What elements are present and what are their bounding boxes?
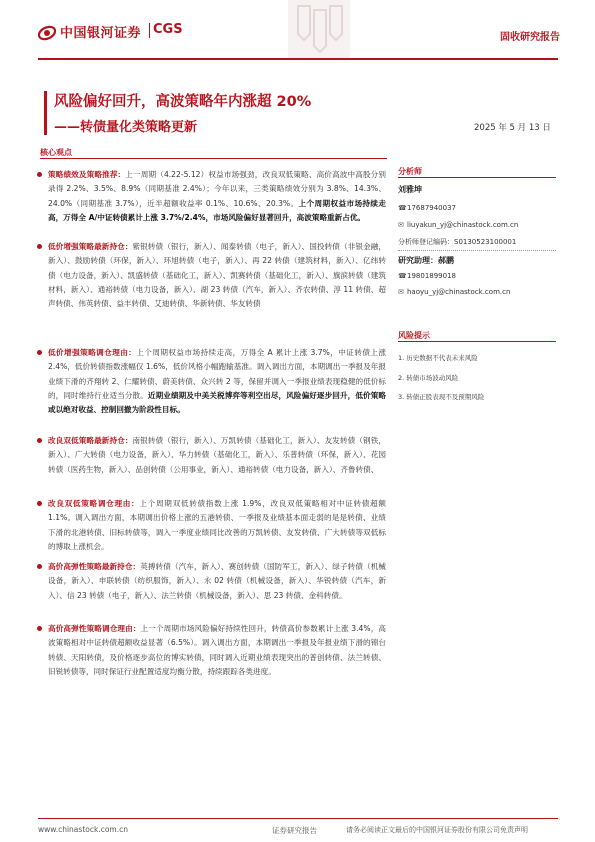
assistant-email[interactable]: ✉ haoyu_yj@chinastock.com.cn xyxy=(398,288,511,296)
risk-item: 3. 转债正股表现不及预期风险 xyxy=(398,393,485,401)
bullet-dot-icon xyxy=(37,564,42,569)
core-item-performance: 策略绩效及策略推荐：上一周期（4.22-5.12）权益市场强劲，改良双低策略、高价高波中高股分别录得 2.2%、3.5%、8.9%（同期基准 2.4%）；今年以来，三类策略绩效分别为 3.8%、14.3%、24.0%（同期基准 3.7%），近半超额收益率 0.1%、10.6%、20.3%。上个周期权益市场持续走高，万得全 A/中证转债累计上涨 3.7%/2.4%，市场风险偏好显著回升，高波策略重新占优。 xyxy=(48,168,386,225)
analyst-heading: 分析师 xyxy=(398,167,422,176)
report-subtitle: ——转债量化类策略更新 xyxy=(54,120,198,135)
report-title: 风险偏好回升，高波策略年内涨超 20% xyxy=(54,94,312,110)
title-accent-bar xyxy=(44,91,47,135)
report-date: 2025 年 5 月 13 日 xyxy=(474,123,551,133)
risk-item: 2. 转债市场波动风险 xyxy=(398,374,459,382)
analyst-email[interactable]: ✉ liuyakun_yj@chinastock.com.cn xyxy=(398,221,519,229)
core-item-double-low-holdings: 改良双低策略最新持仓：南银转债（银行，新入）、万凯转债（基础化工，新入）、友发转债（钢铁，新入）、广大转债（电力设备，新入）、华力转债（基础化工，新入）、乐普转债（环保，新入）、花园转债（医药生物，新入）、品创转债（公用事业，新入）、通裕转债（电力设备，新入）、齐鲁转债、 xyxy=(48,434,386,477)
bullet-dot-icon xyxy=(37,626,42,631)
email-icon: ✉ xyxy=(398,288,404,296)
core-item-high-vol-holdings: 高价高弹性策略最新持仓：英搏转债（汽车，新入）、赛创转债（国防军工，新入）、绿子转债（机械设备，新入）、申联转债（纺织服饰，新入）、永 02 转债（机械设备，新入）、华锐转债（汽车，新入）、信 23 转债（电子，新入）、法兰转债（机械设备，新入）、思 23 转债、金科转债。 xyxy=(48,560,386,603)
page-header xyxy=(0,0,595,70)
core-view-divider xyxy=(40,158,387,159)
analyst-divider xyxy=(398,177,556,178)
footer-divider xyxy=(38,818,558,819)
bullet-dot-icon xyxy=(37,501,42,506)
header-decoration-icon xyxy=(288,0,350,58)
risk-item: 1. 历史数据不代表未来风险 xyxy=(398,354,478,362)
phone-icon: ☎ xyxy=(398,204,407,212)
bullet-dot-icon xyxy=(37,438,42,443)
analyst-cert: 分析师登记编码：S0130523100001 xyxy=(398,238,517,246)
report-type-label: 固收研究报告 xyxy=(500,32,560,43)
header-divider xyxy=(38,58,558,60)
risk-divider xyxy=(398,341,556,342)
bullet-dot-icon xyxy=(37,244,42,249)
galaxy-logo-icon xyxy=(38,24,56,42)
analyst-dotted-divider xyxy=(398,250,556,251)
analyst-phone: ☎17687940037 xyxy=(398,204,456,212)
core-item-low-price-holdings: 低价增强策略最新持仓：紫银转债（银行，新入）、闻泰转债（电子，新入）、国投转债（非银金融，新入）、鼓励转债（环保，新入）、环旭转债（电子，新入）、再 22 转债（建筑材料，新入）、亿纬转债（电力设备，新入）、凯盛转债（基础化工，新入）、凯赛转债（基础化工，新入）、旗滨转债（建筑材料，新入）、通裕转债（电力设备，新入）、湖 23 转债（汽车，新入）、齐农转债、淳 11 转债、超声转债、伟英转债、益丰转债、艾迪转债、华新转债、华友转债 xyxy=(48,240,386,311)
core-item-high-vol-reason: 高价高弹性策略调仓理由：上一个周期市场风险偏好持续性回升，转债高价参数累计上涨 3.4%，高波策略相对中证转债超额收益显著（6.5%）。调入调出方面，本期调出一季报及年报业绩下滑的锦台转债、天阳转债，及价格逐步高位的博实转债，同时调入近期业绩表现突出的普创转债、法兰转债、旧锐转债等，同时保证行业配置适度均衡分散，持续跟踪各类进度。 xyxy=(48,622,386,679)
footer-disclaimer: 请务必阅读正文最后的中国银河证券股份有限公司免责声明 xyxy=(346,826,528,834)
brand-name-cn: 中国银河证券 xyxy=(60,26,142,41)
analyst-name: 刘雅坤 xyxy=(398,185,422,194)
core-item-low-price-reason: 低价增强策略调仓理由：上个周期权益市场持续走高，万得全 A 累计上涨 3.7%，中证转债上涨 2.4%，低价转债指数涨幅仅 1.6%，低价风格小幅跑输基准。调入调出方面，本期调出一季报及年报业绩下滑的齐翔转 2、仁耀转债、蔚美转债、众兴转 2 等，保留并调入一季报业绩表现稳健的低价标的，同时维持行业适当分散。近期业绩期及中美关税博弈等利空出尽，风险偏好逐步回升，低价策略或以绝对收益、控制回撤为阶段性目标。 xyxy=(48,346,386,417)
brand-name-en: CGS xyxy=(153,22,183,37)
bullet-dot-icon xyxy=(37,350,42,355)
core-item-double-low-reason: 改良双低策略调仓理由：上个周期双低转债指数上涨 1.9%，改良双低策略相对中证转债超额 1.1%。调入调出方面，本期调出价格上涨的五港转债、一季报及业绩基本面走弱的是是转债、业绩下滑的北港转债、旧标转债等，调入一季度业绩同比改善的万凯转债、友发转债、广大转债等双低标的博取上涨机会。 xyxy=(48,497,386,554)
core-view-heading: 核心观点 xyxy=(40,148,72,157)
assistant-phone: ☎19801899018 xyxy=(398,272,456,280)
phone-icon: ☎ xyxy=(398,272,407,280)
brand-separator xyxy=(149,23,150,38)
assistant-name: 研究助理：郝鹏 xyxy=(398,256,454,265)
email-icon: ✉ xyxy=(398,221,404,229)
footer-report-label: 证券研究报告 xyxy=(272,826,317,835)
footer-website-link[interactable]: www.chinastock.com.cn xyxy=(38,825,128,834)
bullet-dot-icon xyxy=(37,172,42,177)
risk-heading: 风险提示 xyxy=(398,331,430,340)
